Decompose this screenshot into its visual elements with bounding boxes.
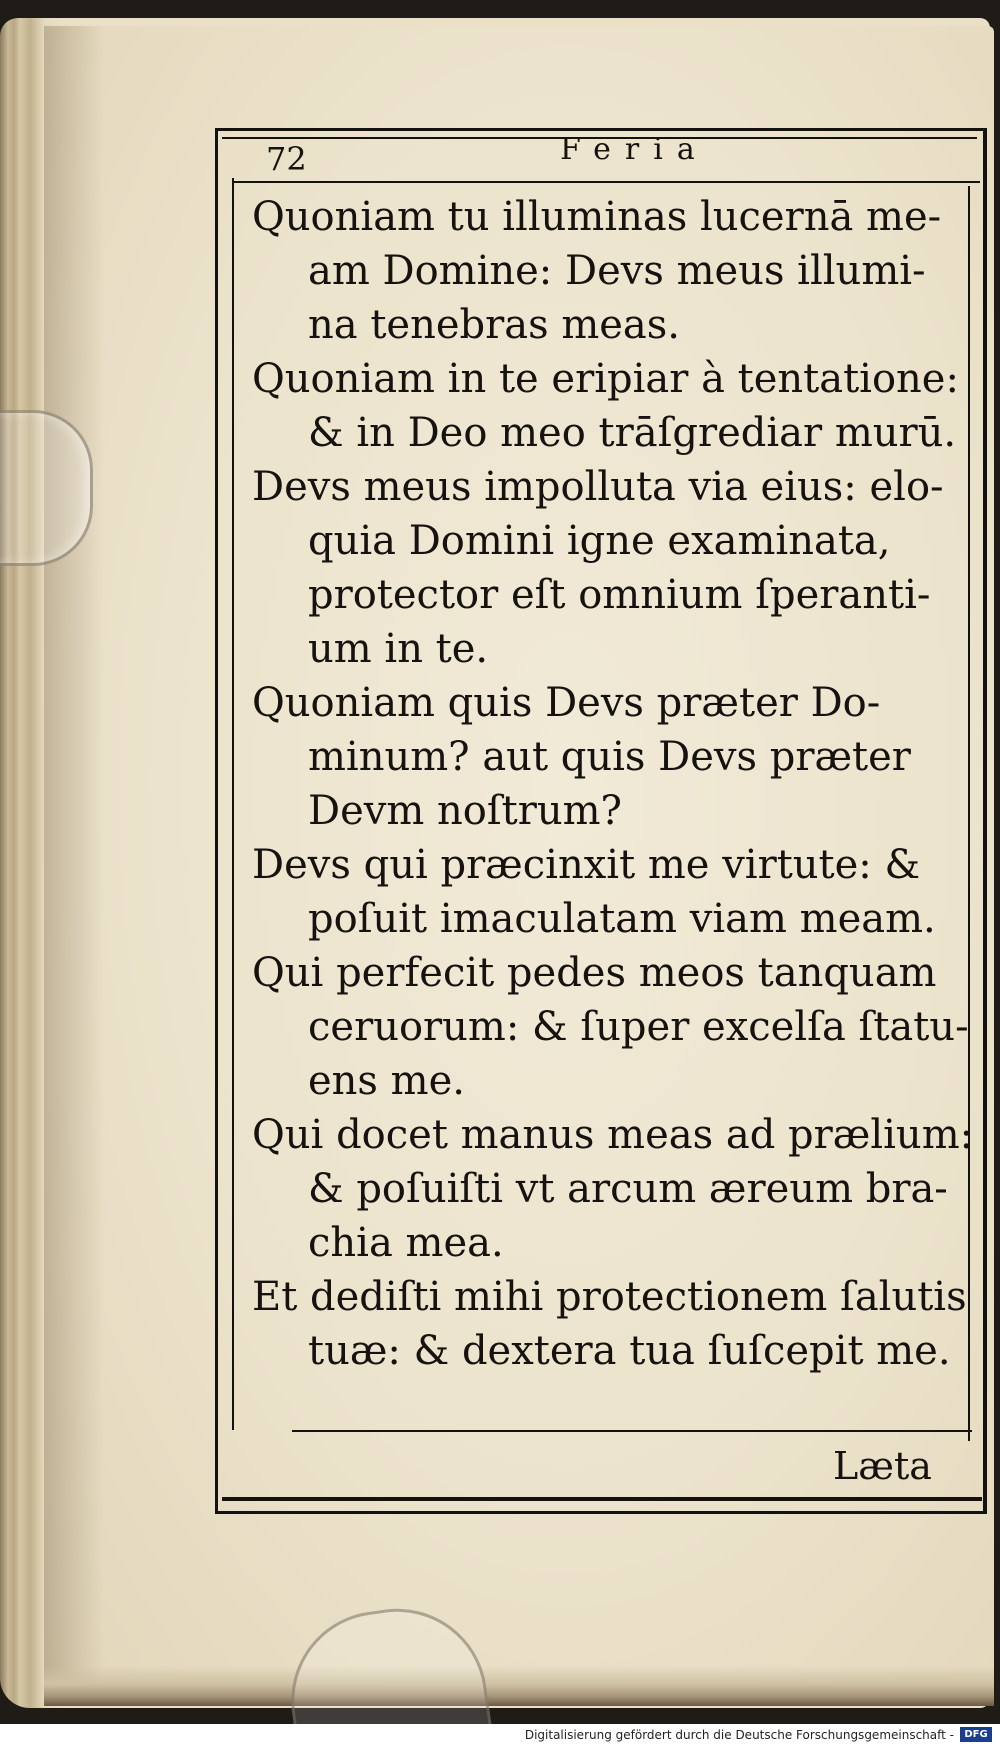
digitization-credit: Digitalisierung gefördert durch die Deutsche Forschungsgemeinschaft - [524, 1728, 954, 1742]
verse-line: tuæ: & dextera tua ſuſcepit me. [308, 1328, 951, 1374]
frame-inner-right-rule [968, 186, 970, 1441]
catchword-rule [292, 1430, 972, 1432]
verse [252, 1270, 967, 1378]
verse-line: Quoniam tu illuminas lucernā me- [252, 194, 942, 240]
verse-line: ceruorum: & ſuper excelſa ſtatu- [308, 1004, 969, 1050]
frame-bottom-rule [222, 1497, 982, 1501]
verse-line: & in Deo meo trāſgrediar murū. [308, 410, 957, 456]
verse-line: quia Domini igne examinata, [308, 518, 891, 564]
verse-line: Devs meus impolluta via eius: elo- [252, 464, 944, 510]
verse-line: poſuit imaculatam viam meam. [308, 896, 936, 942]
frame-inner-left-rule [232, 178, 234, 1430]
verse-line: na tenebras meas. [308, 302, 681, 348]
verse-line: Et dediſti mihi protectionem ſalutis [252, 1274, 967, 1320]
verse [252, 946, 969, 1108]
verse [252, 1108, 974, 1270]
dfg-logo: DFG [960, 1727, 992, 1742]
plastic-clip-left [0, 410, 93, 566]
verse [252, 838, 964, 946]
verse-line: ens me. [308, 1058, 465, 1104]
verse-line: & poſuiſti vt arcum æreum bra- [308, 1166, 948, 1212]
page-bottom-edge [44, 1666, 994, 1706]
catchword: Læta [833, 1444, 932, 1488]
verse-line: Qui perfecit pedes meos tanquam [252, 950, 937, 996]
verse-line: chia mea. [308, 1220, 504, 1266]
verse-line: Qui docet manus meas ad prælium: [252, 1112, 974, 1158]
verse-line: Quoniam quis Devs præter Do- [252, 680, 881, 726]
head-rule [232, 181, 980, 183]
verse [252, 352, 964, 460]
running-head: Feria [560, 132, 709, 167]
page-number: 72 [266, 140, 307, 178]
verse-line: minum? aut quis Devs præter [308, 734, 911, 780]
verse-line: protector eſt omnium ſperanti- [308, 572, 931, 618]
verse [252, 460, 964, 676]
verse [252, 190, 964, 352]
verse [252, 676, 964, 838]
verse-line: Devs qui præcinxit me virtute: & [252, 842, 921, 888]
verse-line: Quoniam in te eripiar à tentatione: [252, 356, 959, 402]
psalm-text [252, 190, 974, 1378]
footer-strip [0, 1724, 1000, 1744]
verse-line: Devm noſtrum? [308, 788, 622, 834]
page-gutter-shadow [44, 26, 104, 1706]
verse-line: um in te. [308, 626, 489, 672]
verse-line: am Domine: Devs meus illumi- [308, 248, 926, 294]
